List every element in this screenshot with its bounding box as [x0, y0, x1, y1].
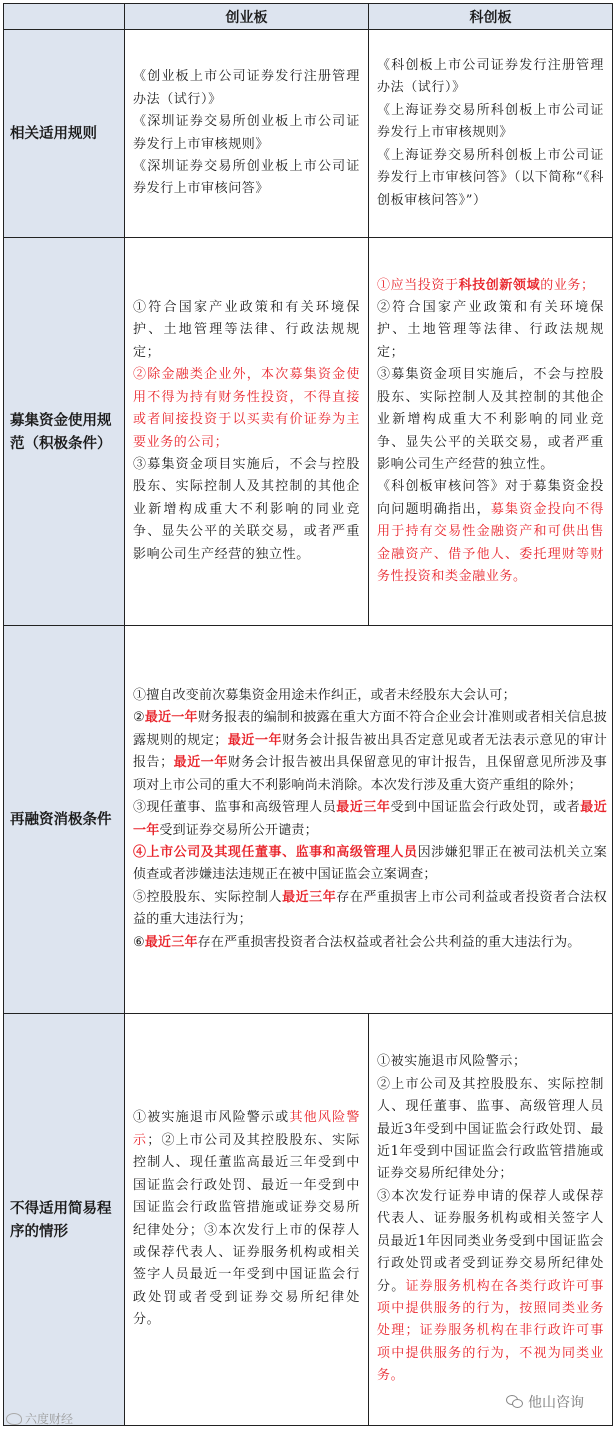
- negative-item-4: [133, 842, 607, 887]
- chinext-rule-2: 《深圳证券交易所创业板上市公司证券发行上市审核规则》: [133, 114, 360, 152]
- star-simplified-item-3: [377, 1186, 604, 1388]
- watermark-right-text: 他山咨询: [528, 1395, 584, 1411]
- chinext-simplified-cell: [125, 1014, 369, 1426]
- chinext-rule-1: 《创业板上市公司证券发行注册管理办法（试行）》: [133, 69, 360, 107]
- star-rule-3: 《上海证券交易所科创板上市公司证券发行上市审核问答》（以下简称“《科创板审核问答》”）: [377, 147, 604, 208]
- negative-item-2-t3: 财务会计报告被出具保留意见的审计报告，且保留意见所涉及事项对上市公司的重大不利影响尚未消除。本次发行涉及重大资产重组的除外；: [133, 755, 607, 793]
- star-fund-item-4-text: 《科创板审核问答》对于募集资金投向问题明确指出，: [377, 479, 604, 517]
- negative-item-3: [133, 797, 607, 842]
- row-negative-conditions: [4, 626, 613, 1014]
- header-chinext: 创业板: [125, 4, 369, 30]
- star-fund-item-4: [377, 476, 604, 588]
- negative-conditions-cell: [125, 626, 613, 1014]
- header-row: [4, 4, 613, 30]
- negative-item-2-em1: 最近一年: [144, 710, 198, 726]
- star-fund-usage-cell: [369, 238, 613, 626]
- negative-item-3-em2: 最近一年: [133, 800, 607, 838]
- row-label-negative-conditions: 再融资消极条件: [4, 626, 125, 1014]
- star-simplified-item-2: ②上市公司及其控股股东、实际控制人、现任董事、监事、高级管理人员最近3年受到中国证监会行政处罚、最近1年受到中国证监会行政监管措施或证券交易所纪律处分；: [377, 1076, 604, 1182]
- star-simplified-item-3-text: ③本次发行证券申请的保荐人或保荐代表人、证券服务机构或相关签字人员最近1年因同类业务受到中国证监会行政处罚或者受到证券交易所纪律处分。: [377, 1188, 604, 1294]
- weibo-icon: [6, 1413, 22, 1425]
- chinext-rules-cell: [125, 30, 369, 238]
- row-simplified-procedure: [4, 1014, 613, 1426]
- star-simplified-item-3-red: 证券服务机构在各类行政许可事项中提供服务的行为，按照同类业务处理；证券服务机构在非行政许可事项中提供服务的行为，不视为同类业务。: [377, 1278, 604, 1384]
- star-fund-item-1-prefix: ①应当投资于: [377, 277, 459, 293]
- negative-item-5-t2: 存在严重损害上市公司利益或者投资者合法权益的重大违法行为；: [133, 889, 607, 928]
- star-fund-item-4-red: 募集资金投向不得用于持有交易性金融资产和可供出售金融资产、借予他人、委托理财等财务性投资和类金融业务。: [377, 501, 604, 584]
- header-empty-cell: [4, 4, 125, 30]
- chinext-simplified-red: 其他风险警示: [133, 1110, 360, 1148]
- star-rule-1: 《科创板上市公司证券发行注册管理办法（试行）》: [377, 58, 604, 96]
- negative-item-2-em3: 最近一年: [173, 755, 228, 771]
- watermark-left: [6, 1410, 73, 1427]
- negative-item-5: [133, 887, 607, 932]
- star-rule-2: 《上海证券交易所科创板上市公司证券发行上市审核规则》: [377, 102, 604, 141]
- star-fund-item-1-emphasis: 科技创新领域: [458, 277, 541, 293]
- row-label-fund-usage: 募集资金使用规范（积极条件）: [4, 238, 125, 626]
- negative-item-3-t3: 受到证券交易所公开谴责；: [159, 822, 318, 838]
- chinext-simplified-t2: ；②上市公司及其控股股东、实际控制人、现任董监高最近三年受到中国证监会行政处罚、最近一年受到中国证监会行政监管措施或证券交易所纪律处分；③本次发行上市的保荐人或保荐代表人、证券服务机构或相关签字人员最近一年受到中国证监会行政处罚或者受到证券交易所纪律处分。: [133, 1132, 360, 1328]
- star-fund-item-3: ③募集资金项目实施后，不会与控股股东、实际控制人及其控制的其他企业新增构成重大不利影响的同业竞争、显失公平的关联交易，或者严重影响公司生产经营的独立性。: [377, 367, 604, 472]
- comparison-table: [3, 3, 613, 1426]
- row-label-simplified-procedure: 不得适用简易程序的情形: [4, 1014, 125, 1426]
- negative-item-1: ①擅自改变前次募集资金用途未作纠正，或者未经股东大会认可；: [133, 688, 516, 704]
- negative-item-3-em1: 最近三年: [336, 800, 391, 816]
- chinext-fund-item-2: ②除金融类企业外，本次募集资金使用不得为持有财务性投资，不得直接或者间接投资于以买卖有价证券为主要业务的公司；: [133, 367, 360, 450]
- negative-item-6-em: 最近三年: [144, 934, 198, 950]
- star-fund-item-1-suffix: 的业务；: [540, 277, 595, 293]
- negative-item-2: [133, 707, 607, 797]
- header-star-market: 科创板: [369, 4, 613, 30]
- negative-item-3-t2: 受到中国证监会行政处罚，或者: [390, 800, 581, 816]
- negative-item-2-t2: 财务会计报告被出具否定意见或者无法表示意见的审计报告；: [133, 732, 607, 771]
- star-simplified-item-1: ①被实施退市风险警示；: [377, 1054, 527, 1070]
- negative-item-6: [133, 932, 607, 954]
- negative-item-5-em: 最近三年: [282, 889, 337, 905]
- chinext-simplified-t1: ①被实施退市风险警示或: [133, 1110, 290, 1126]
- wechat-icon: [506, 1395, 524, 1409]
- row-applicable-rules: [4, 30, 613, 238]
- chinext-fund-item-3: ③募集资金项目实施后，不会与控股股东、实际控制人及其控制的其他企业新增构成重大不利影响的同业竞争、显失公平的关联交易，或者严重影响公司生产经营的独立性。: [133, 456, 360, 562]
- negative-item-3-t1: ③现任董事、监事和高级管理人员: [133, 800, 337, 816]
- negative-item-2-em2: 最近一年: [227, 732, 283, 748]
- chinext-rule-3: 《深圳证券交易所创业板上市公司证券发行上市审核问答》: [133, 158, 360, 197]
- star-rules-cell: [369, 30, 613, 238]
- row-fund-usage: [4, 238, 613, 626]
- chinext-simplified-text: [133, 1107, 360, 1331]
- negative-item-6-t: 存在严重损害投资者合法权益或者社会公共利益的重大违法行为。: [197, 934, 581, 950]
- watermark-left-text: 六度财经: [25, 1412, 74, 1426]
- watermark-right: [506, 1392, 584, 1412]
- row-label-applicable-rules: 相关适用规则: [4, 30, 125, 238]
- star-fund-item-2: ②符合国家产业政策和有关环境保护、土地管理等法律、行政法规规定；: [377, 300, 604, 360]
- star-fund-item-1: [377, 275, 604, 297]
- negative-item-4-em: ④上市公司及其现任董事、监事和高级管理人员: [133, 844, 418, 860]
- negative-item-4-t: 因涉嫌犯罪正在被司法机关立案侦查或者涉嫌违法违规正在被中国证监会立案调查；: [133, 844, 607, 883]
- negative-item-2-num: ②: [133, 710, 145, 726]
- chinext-fund-item-1: ①符合国家产业政策和有关环境保护、土地管理等法律、行政法规规定；: [133, 300, 360, 360]
- negative-item-6-num: ⑥: [133, 934, 145, 950]
- star-simplified-cell: [369, 1014, 613, 1426]
- negative-item-2-t1: 财务报表的编制和披露在重大方面不符合企业会计准则或者相关信息披露规则的规定；: [133, 710, 607, 748]
- chinext-fund-usage-cell: [125, 238, 369, 626]
- negative-item-5-t1: ⑤控股股东、实际控制人: [133, 889, 283, 905]
